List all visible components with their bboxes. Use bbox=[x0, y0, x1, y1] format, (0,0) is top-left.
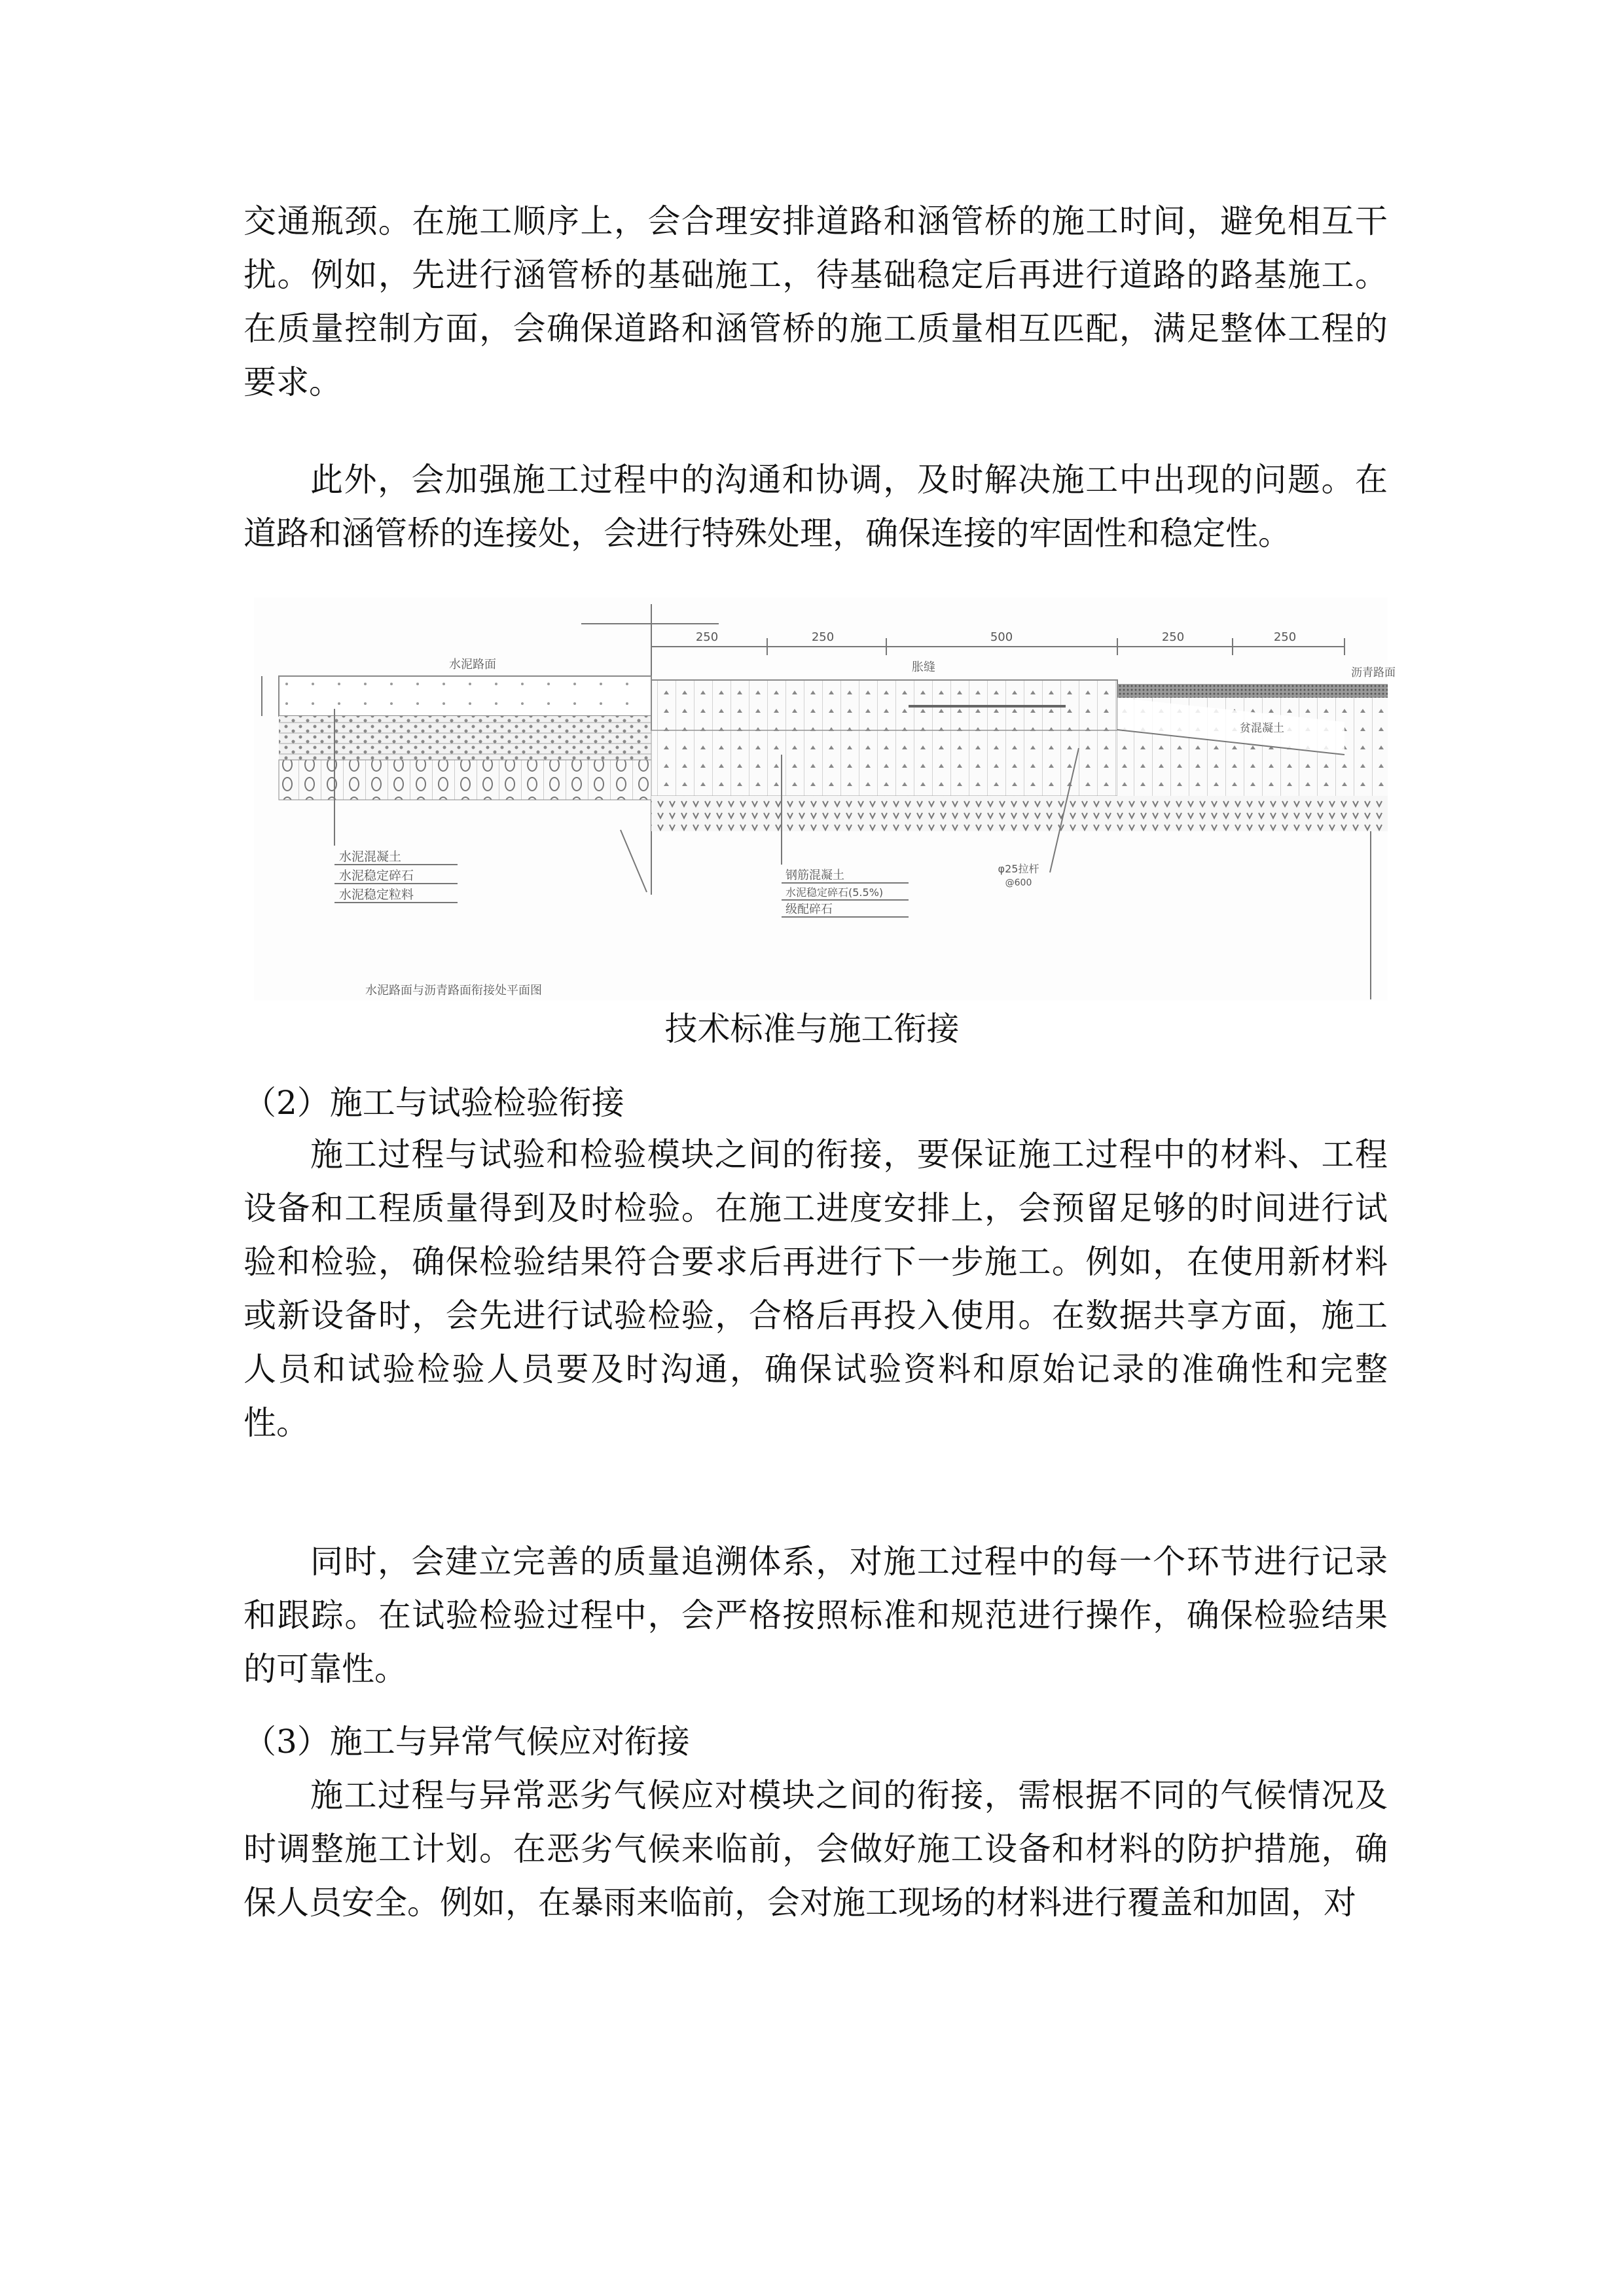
paragraph bbox=[244, 1768, 1388, 1929]
left-callout-line: 水泥稳定碎石 bbox=[339, 869, 414, 883]
paragraph bbox=[244, 1128, 1388, 1450]
right-surface-label: 沥青路面 bbox=[1351, 666, 1396, 679]
text-line: （3）施工与异常气候应对衔接 bbox=[244, 1723, 690, 1761]
figure-caption: 技术标准与施工衔接 bbox=[664, 1010, 960, 1048]
plan-title: 水泥路面与沥青路面衔接处平面图 bbox=[365, 984, 542, 997]
text-line: 保人员安全。例如，在暴雨来临前，会对施工现场的材料进行覆盖和加固，对 bbox=[244, 1884, 1356, 1922]
text-line: 同时，会建立完善的质量追溯体系，对施工过程中的每一个环节进行记录 bbox=[310, 1543, 1388, 1581]
text-line: 性。 bbox=[244, 1404, 309, 1442]
text-line: 时调整施工计划。在恶劣气候来临前，会做好施工设备和材料的防护措施，确 bbox=[244, 1830, 1388, 1868]
joint-label: 胀缝 bbox=[912, 660, 935, 674]
dimension-label: 250 bbox=[1273, 630, 1297, 644]
text-line: 或新设备时，会先进行试验检验，合格后再投入使用。在数据共享方面，施工 bbox=[244, 1297, 1388, 1335]
paragraph bbox=[244, 194, 1388, 409]
paragraph bbox=[244, 1535, 1388, 1696]
road-junction-diagram bbox=[254, 598, 1396, 1001]
paragraph bbox=[244, 453, 1388, 560]
text-line: 交通瓶颈。在施工顺序上，会合理安排道路和涵管桥的施工时间，避免相互干 bbox=[244, 202, 1388, 240]
text-line: 在质量控制方面，会确保道路和涵管桥的施工质量相互匹配，满足整体工程的 bbox=[244, 310, 1388, 348]
bar-label: φ25拉杆 bbox=[998, 863, 1039, 875]
dimension-label: 250 bbox=[1161, 630, 1185, 644]
text-line: 要求。 bbox=[244, 363, 342, 401]
left-callout-line: 水泥混凝土 bbox=[339, 850, 402, 864]
text-line: 施工过程与异常恶劣气候应对模块之间的衔接，需根据不同的气候情况及 bbox=[310, 1776, 1388, 1814]
text-line: 扰。例如，先进行涵管桥的基础施工，待基础稳定后再进行道路的路基施工。 bbox=[244, 256, 1388, 294]
mid-callout-line: 水泥稳定碎石(5.5%) bbox=[785, 886, 884, 899]
text-line: 此外，会加强施工过程中的沟通和协调，及时解决施工中出现的问题。在 bbox=[310, 461, 1388, 499]
cross-section-drawing bbox=[254, 598, 1396, 1001]
text-line: 的可靠性。 bbox=[244, 1650, 407, 1688]
text-line: 道路和涵管桥的连接处，会进行特殊处理，确保连接的牢固性和稳定性。 bbox=[244, 514, 1291, 552]
section-heading bbox=[244, 1076, 1388, 1130]
text-line: 施工过程与试验和检验模块之间的衔接，要保证施工过程中的材料、工程 bbox=[310, 1136, 1388, 1174]
left-callout-line: 水泥稳定粒料 bbox=[339, 888, 414, 902]
slope-label: 贫混凝土 bbox=[1240, 722, 1284, 735]
surface-label: 水泥路面 bbox=[449, 658, 496, 672]
mid-callout-line: 钢筋混凝土 bbox=[785, 869, 844, 882]
dimension-label: 250 bbox=[695, 630, 719, 644]
text-line: 和跟踪。在试验检验过程中，会严格按照标准和规范进行操作，确保检验结果 bbox=[244, 1596, 1388, 1634]
text-line: （2）施工与试验检验衔接 bbox=[244, 1084, 624, 1122]
text-line: 验和检验，确保检验结果符合要求后再进行下一步施工。例如，在使用新材料 bbox=[244, 1243, 1388, 1281]
mid-callout-line: 级配碎石 bbox=[785, 903, 833, 916]
bar-spacing-label: @600 bbox=[1005, 878, 1032, 888]
text-line: 设备和工程质量得到及时检验。在施工进度安排上，会预留足够的时间进行试 bbox=[244, 1189, 1388, 1227]
dimension-label: 250 bbox=[811, 630, 835, 644]
text-line: 人员和试验检验人员要及时沟通，确保试验资料和原始记录的准确性和完整 bbox=[244, 1350, 1388, 1388]
dimension-label: 500 bbox=[990, 630, 1013, 644]
section-heading bbox=[244, 1715, 1388, 1768]
